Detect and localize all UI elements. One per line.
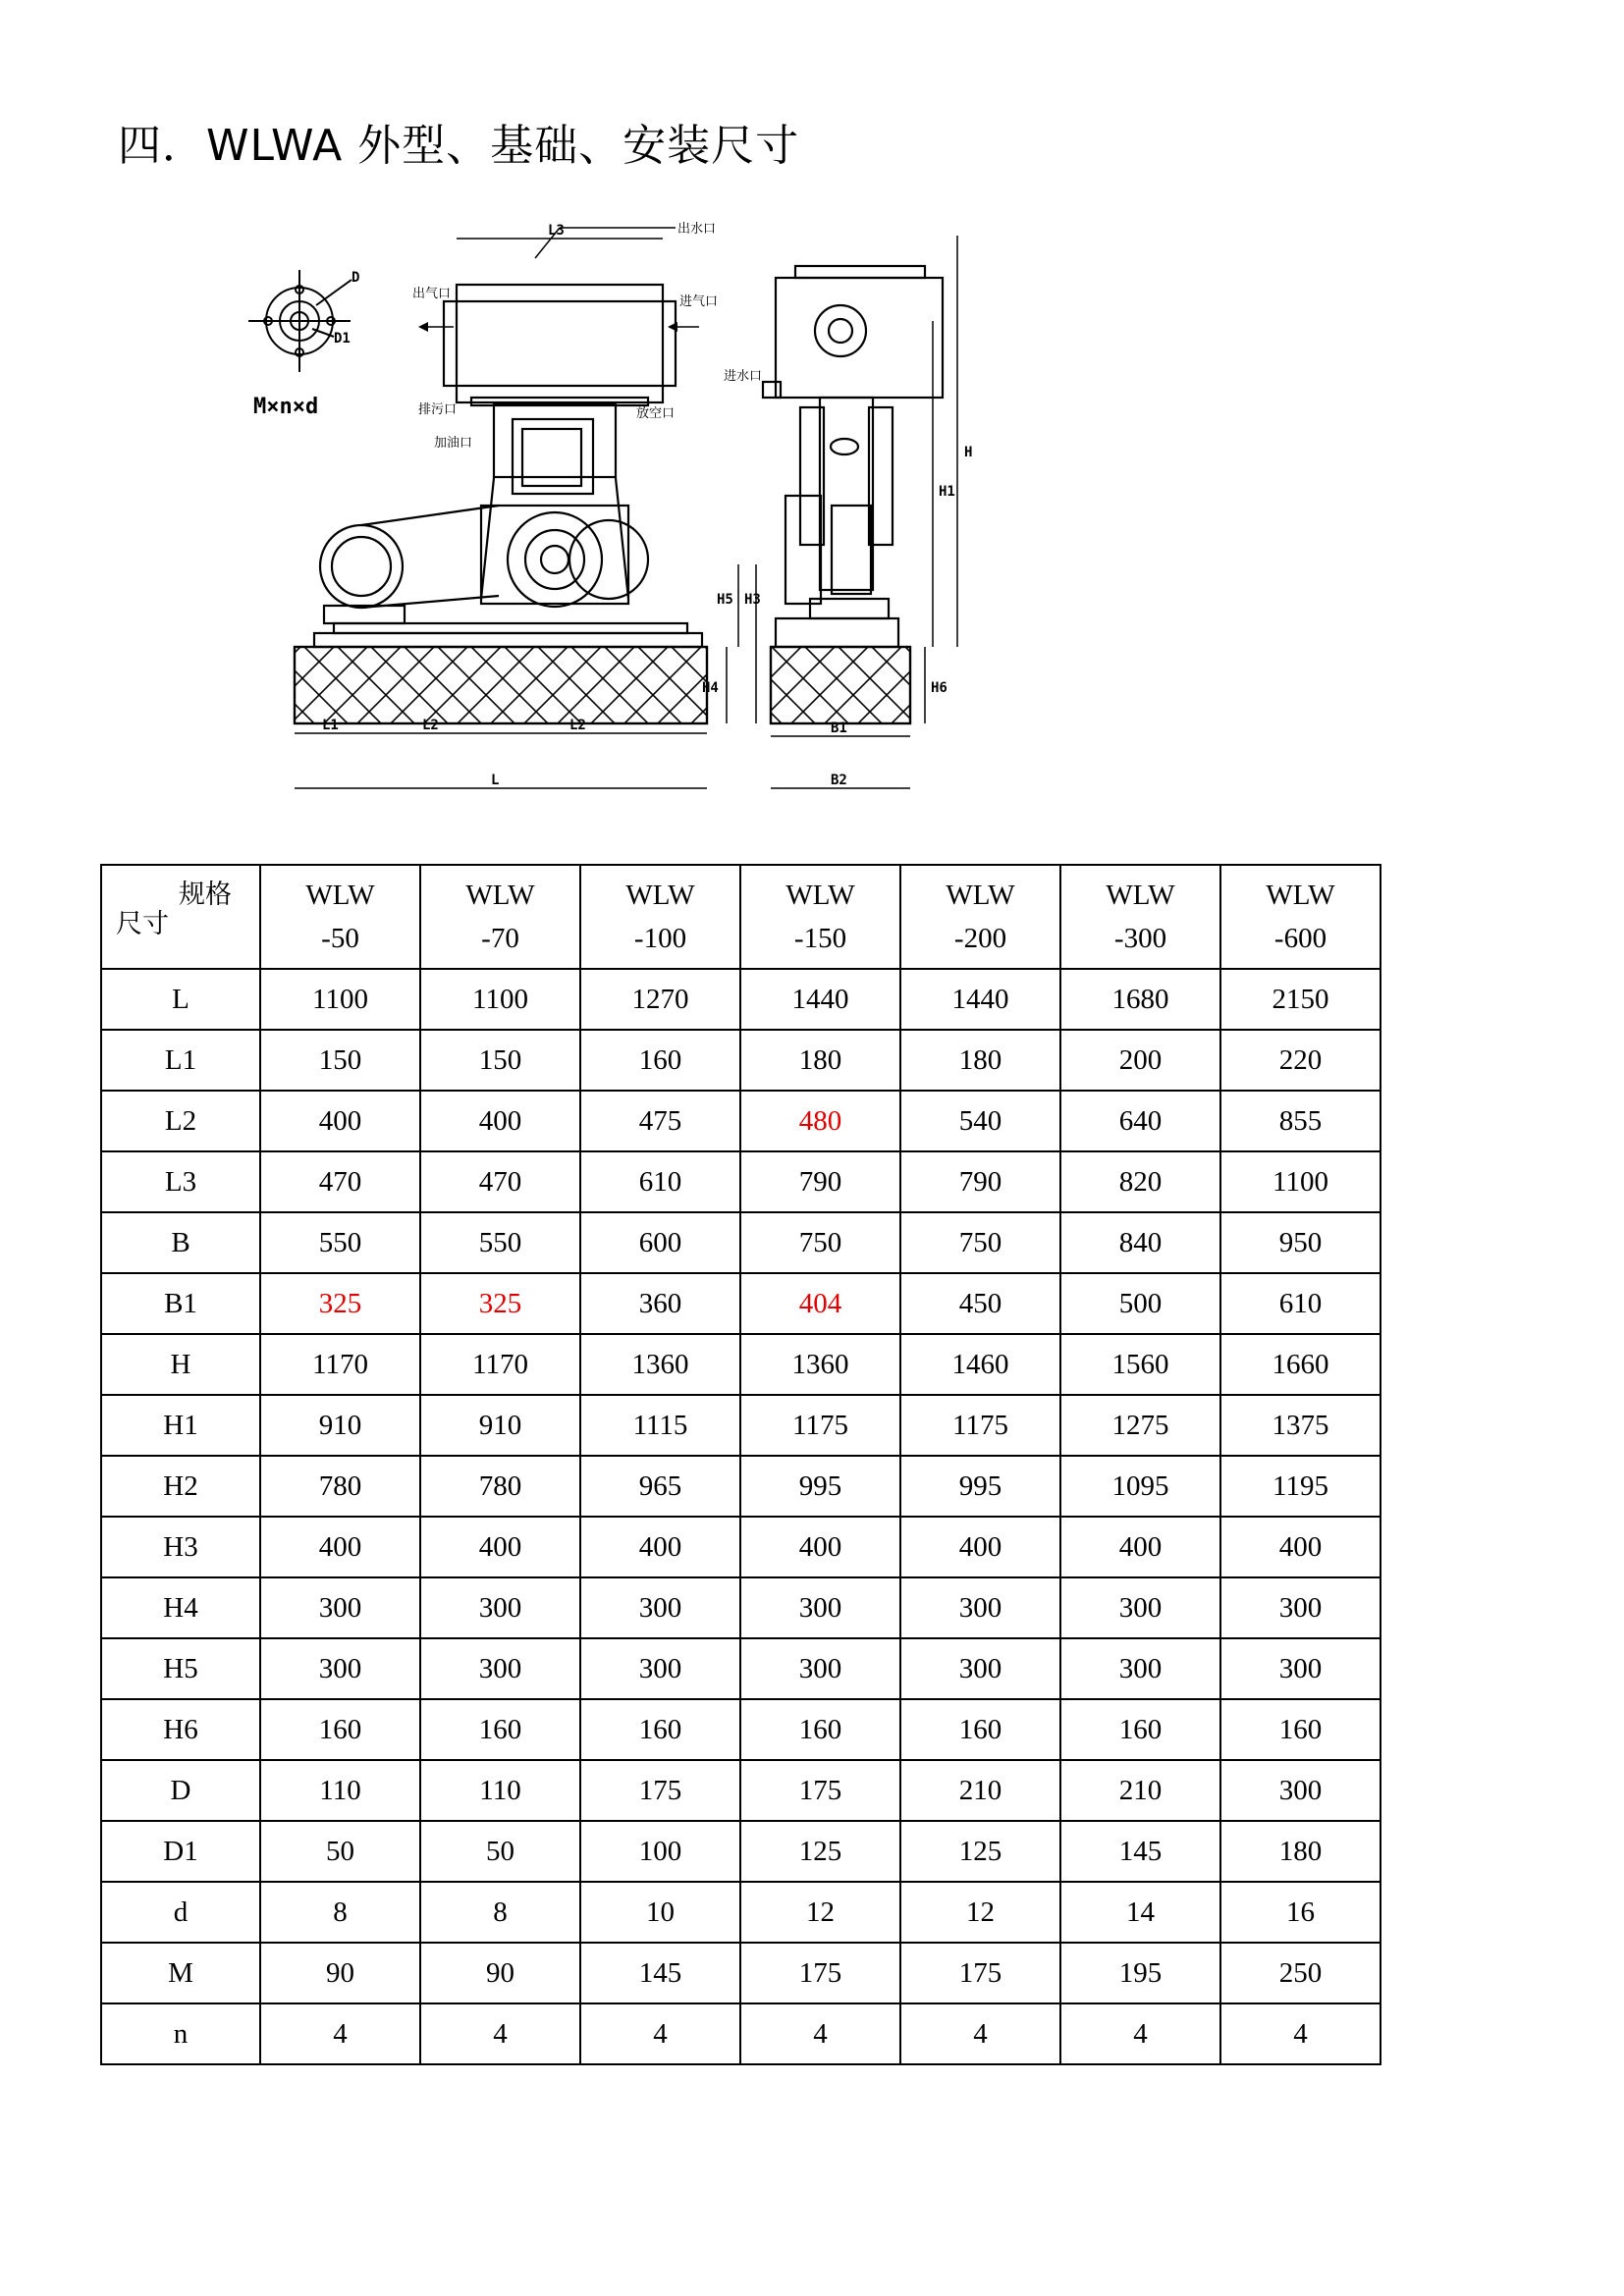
table-cell: 610 — [580, 1151, 740, 1212]
table-cell: 12 — [740, 1882, 900, 1943]
table-cell: 300 — [1060, 1638, 1220, 1699]
table-cell: 160 — [260, 1699, 420, 1760]
table-cell: 1375 — [1220, 1395, 1380, 1456]
table-cell: 400 — [740, 1517, 900, 1577]
table-cell: 1175 — [740, 1395, 900, 1456]
table-row — [101, 969, 1380, 1030]
model-header: WLW -300 — [1060, 865, 1220, 969]
dim-L2-a: L2 — [422, 718, 439, 733]
table-cell: 1170 — [260, 1334, 420, 1395]
table-cell: 300 — [260, 1577, 420, 1638]
model-header: WLW -600 — [1220, 865, 1380, 969]
row-label: H1 — [101, 1395, 260, 1456]
table-cell: 8 — [260, 1882, 420, 1943]
pump-outline-diagram — [236, 211, 1080, 820]
table-row — [101, 1638, 1380, 1699]
table-cell: 4 — [740, 2003, 900, 2064]
table-cell: 475 — [580, 1091, 740, 1151]
dim-H3: H3 — [744, 592, 761, 608]
table-cell: 250 — [1220, 1943, 1380, 2003]
vent-label: 放空口 — [636, 406, 676, 421]
table-cell: 125 — [740, 1821, 900, 1882]
table-cell: 145 — [580, 1943, 740, 2003]
table-cell: 110 — [260, 1760, 420, 1821]
table-row — [101, 1456, 1380, 1517]
table-cell: 160 — [580, 1699, 740, 1760]
dim-H5: H5 — [717, 592, 733, 608]
table-row — [101, 1821, 1380, 1882]
corner-bottom-label: 尺寸 — [116, 909, 169, 939]
table-cell: 145 — [1060, 1821, 1220, 1882]
installation-drawing — [236, 211, 1080, 820]
table-cell: 175 — [740, 1760, 900, 1821]
table-cell: 1560 — [1060, 1334, 1220, 1395]
table-cell: 995 — [740, 1456, 900, 1517]
table-cell: 790 — [740, 1151, 900, 1212]
table-cell: 160 — [1220, 1699, 1380, 1760]
table-cell: 4 — [420, 2003, 580, 2064]
flange-D-label: D — [352, 270, 360, 286]
table-row — [101, 2003, 1380, 2064]
table-cell: 160 — [740, 1699, 900, 1760]
table-row — [101, 1334, 1380, 1395]
table-cell: 790 — [900, 1151, 1060, 1212]
table-cell: 1680 — [1060, 969, 1220, 1030]
pump-front-view — [314, 285, 702, 647]
row-label: L3 — [101, 1151, 260, 1212]
table-cell: 110 — [420, 1760, 580, 1821]
table-cell: 1100 — [260, 969, 420, 1030]
page-heading: 四．WLWA 外型、基础、安装尺寸 — [118, 121, 800, 171]
foundation-front — [295, 647, 707, 723]
table-row — [101, 1943, 1380, 2003]
dim-H6: H6 — [931, 680, 947, 696]
table-cell: 450 — [900, 1273, 1060, 1334]
flange-note: M×n×d — [253, 395, 319, 419]
table-cell: 125 — [900, 1821, 1060, 1882]
table-cell: 400 — [580, 1517, 740, 1577]
model-header: WLW -150 — [740, 865, 900, 969]
table-cell: 175 — [580, 1760, 740, 1821]
table-cell: 90 — [260, 1943, 420, 2003]
table-row — [101, 1151, 1380, 1212]
model-header: WLW -70 — [420, 865, 580, 969]
flange-D1-label: D1 — [334, 331, 351, 347]
drain-label: 排污口 — [418, 402, 458, 417]
table-cell: 150 — [420, 1030, 580, 1091]
table-cell: 1460 — [900, 1334, 1060, 1395]
table-cell: 160 — [1060, 1699, 1220, 1760]
row-label: D — [101, 1760, 260, 1821]
table-cell: 780 — [260, 1456, 420, 1517]
table-cell: 50 — [420, 1821, 580, 1882]
table-cell: 404 — [740, 1273, 900, 1334]
dim-H4: H4 — [702, 680, 719, 696]
table-row — [101, 1760, 1380, 1821]
table-cell: 1195 — [1220, 1456, 1380, 1517]
table-cell: 640 — [1060, 1091, 1220, 1151]
table-cell: 195 — [1060, 1943, 1220, 2003]
table-cell: 820 — [1060, 1151, 1220, 1212]
table-cell: 480 — [740, 1091, 900, 1151]
row-label: B1 — [101, 1273, 260, 1334]
table-cell: 300 — [420, 1638, 580, 1699]
dim-L2-b: L2 — [569, 718, 586, 733]
row-label: B — [101, 1212, 260, 1273]
corner-top-label: 规格 — [179, 880, 232, 910]
table-cell: 90 — [420, 1943, 580, 2003]
dim-H: H — [964, 445, 973, 460]
table-row — [101, 1273, 1380, 1334]
table-cell: 550 — [420, 1212, 580, 1273]
table-row — [101, 1395, 1380, 1456]
model-header: WLW -100 — [580, 865, 740, 969]
table-cell: 180 — [1220, 1821, 1380, 1882]
table-cell: 1660 — [1220, 1334, 1380, 1395]
dim-L3: L3 — [548, 223, 565, 239]
row-label: L — [101, 969, 260, 1030]
table-cell: 160 — [900, 1699, 1060, 1760]
table-cell: 210 — [900, 1760, 1060, 1821]
table-cell: 300 — [580, 1577, 740, 1638]
row-label: n — [101, 2003, 260, 2064]
table-cell: 550 — [260, 1212, 420, 1273]
outlet-air-label: 出气口 — [412, 287, 452, 301]
table-row — [101, 1577, 1380, 1638]
row-label: H2 — [101, 1456, 260, 1517]
table-cell: 180 — [900, 1030, 1060, 1091]
table-cell: 300 — [740, 1577, 900, 1638]
spec-table-body — [101, 969, 1380, 2064]
foundation-side — [771, 647, 910, 723]
table-cell: 14 — [1060, 1882, 1220, 1943]
table-cell: 175 — [740, 1943, 900, 2003]
model-header: WLW -50 — [260, 865, 420, 969]
table-row — [101, 1091, 1380, 1151]
table-cell: 8 — [420, 1882, 580, 1943]
table-cell: 325 — [420, 1273, 580, 1334]
table-cell: 1270 — [580, 969, 740, 1030]
table-cell: 950 — [1220, 1212, 1380, 1273]
dim-L: L — [491, 773, 500, 788]
table-cell: 300 — [1220, 1760, 1380, 1821]
table-cell: 1115 — [580, 1395, 740, 1456]
dim-B1: B1 — [831, 721, 847, 736]
table-cell: 400 — [420, 1091, 580, 1151]
row-label: L2 — [101, 1091, 260, 1151]
table-cell: 750 — [900, 1212, 1060, 1273]
row-label: D1 — [101, 1821, 260, 1882]
table-cell: 750 — [740, 1212, 900, 1273]
table-row — [101, 1699, 1380, 1760]
table-cell: 400 — [1220, 1517, 1380, 1577]
table-cell: 200 — [1060, 1030, 1220, 1091]
table-row — [101, 1882, 1380, 1943]
row-label: d — [101, 1882, 260, 1943]
table-cell: 300 — [260, 1638, 420, 1699]
table-cell: 4 — [900, 2003, 1060, 2064]
row-label: H6 — [101, 1699, 260, 1760]
table-cell: 1275 — [1060, 1395, 1220, 1456]
table-cell: 965 — [580, 1456, 740, 1517]
table-cell: 4 — [1060, 2003, 1220, 2064]
table-cell: 50 — [260, 1821, 420, 1882]
row-label: H4 — [101, 1577, 260, 1638]
table-cell: 1100 — [1220, 1151, 1380, 1212]
inlet-air-label: 进气口 — [679, 294, 719, 309]
table-cell: 1175 — [900, 1395, 1060, 1456]
table-cell: 1100 — [420, 969, 580, 1030]
table-cell: 300 — [900, 1638, 1060, 1699]
dim-B2: B2 — [831, 773, 847, 788]
table-cell: 400 — [260, 1091, 420, 1151]
table-cell: 600 — [580, 1212, 740, 1273]
table-cell: 500 — [1060, 1273, 1220, 1334]
oil-fill-label: 加油口 — [434, 436, 473, 451]
table-cell: 100 — [580, 1821, 740, 1882]
row-label: M — [101, 1943, 260, 2003]
table-cell: 160 — [420, 1699, 580, 1760]
row-label: H — [101, 1334, 260, 1395]
table-cell: 4 — [1220, 2003, 1380, 2064]
table-cell: 610 — [1220, 1273, 1380, 1334]
table-cell: 160 — [580, 1030, 740, 1091]
table-cell: 4 — [580, 2003, 740, 2064]
table-cell: 175 — [900, 1943, 1060, 2003]
table-cell: 1440 — [740, 969, 900, 1030]
table-cell: 1360 — [580, 1334, 740, 1395]
table-cell: 300 — [1060, 1577, 1220, 1638]
table-cell: 300 — [1220, 1638, 1380, 1699]
table-row — [101, 1212, 1380, 1273]
table-cell: 300 — [900, 1577, 1060, 1638]
table-cell: 300 — [580, 1638, 740, 1699]
table-row — [101, 1030, 1380, 1091]
table-cell: 16 — [1220, 1882, 1380, 1943]
dim-L1: L1 — [322, 718, 339, 733]
outlet-water-label: 出水口 — [677, 222, 717, 237]
table-cell: 855 — [1220, 1091, 1380, 1151]
table-cell: 910 — [260, 1395, 420, 1456]
spec-table — [100, 864, 1381, 2065]
model-header: WLW -200 — [900, 865, 1060, 969]
table-cell: 1095 — [1060, 1456, 1220, 1517]
table-cell: 325 — [260, 1273, 420, 1334]
table-cell: 10 — [580, 1882, 740, 1943]
table-cell: 400 — [1060, 1517, 1220, 1577]
table-cell: 470 — [260, 1151, 420, 1212]
table-cell: 1360 — [740, 1334, 900, 1395]
table-row — [101, 1517, 1380, 1577]
table-cell: 12 — [900, 1882, 1060, 1943]
table-cell: 400 — [420, 1517, 580, 1577]
row-label: H3 — [101, 1517, 260, 1577]
table-cell: 400 — [260, 1517, 420, 1577]
table-cell: 1440 — [900, 969, 1060, 1030]
table-cell: 840 — [1060, 1212, 1220, 1273]
flange-detail — [248, 270, 352, 372]
dim-H1: H1 — [939, 484, 955, 500]
table-cell: 360 — [580, 1273, 740, 1334]
table-cell: 910 — [420, 1395, 580, 1456]
table-cell: 150 — [260, 1030, 420, 1091]
table-cell: 1170 — [420, 1334, 580, 1395]
row-label: H5 — [101, 1638, 260, 1699]
table-cell: 220 — [1220, 1030, 1380, 1091]
table-cell: 780 — [420, 1456, 580, 1517]
table-cell: 995 — [900, 1456, 1060, 1517]
table-cell: 210 — [1060, 1760, 1220, 1821]
spec-table-header-row — [101, 865, 1380, 969]
table-cell: 2150 — [1220, 969, 1380, 1030]
table-cell: 300 — [740, 1638, 900, 1699]
table-cell: 470 — [420, 1151, 580, 1212]
table-cell: 300 — [1220, 1577, 1380, 1638]
table-cell: 300 — [420, 1577, 580, 1638]
pump-side-view — [763, 266, 943, 647]
inlet-water-label: 进水口 — [724, 369, 763, 384]
header-corner — [101, 865, 260, 969]
table-cell: 400 — [900, 1517, 1060, 1577]
table-cell: 540 — [900, 1091, 1060, 1151]
row-label: L1 — [101, 1030, 260, 1091]
table-cell: 180 — [740, 1030, 900, 1091]
table-cell: 4 — [260, 2003, 420, 2064]
